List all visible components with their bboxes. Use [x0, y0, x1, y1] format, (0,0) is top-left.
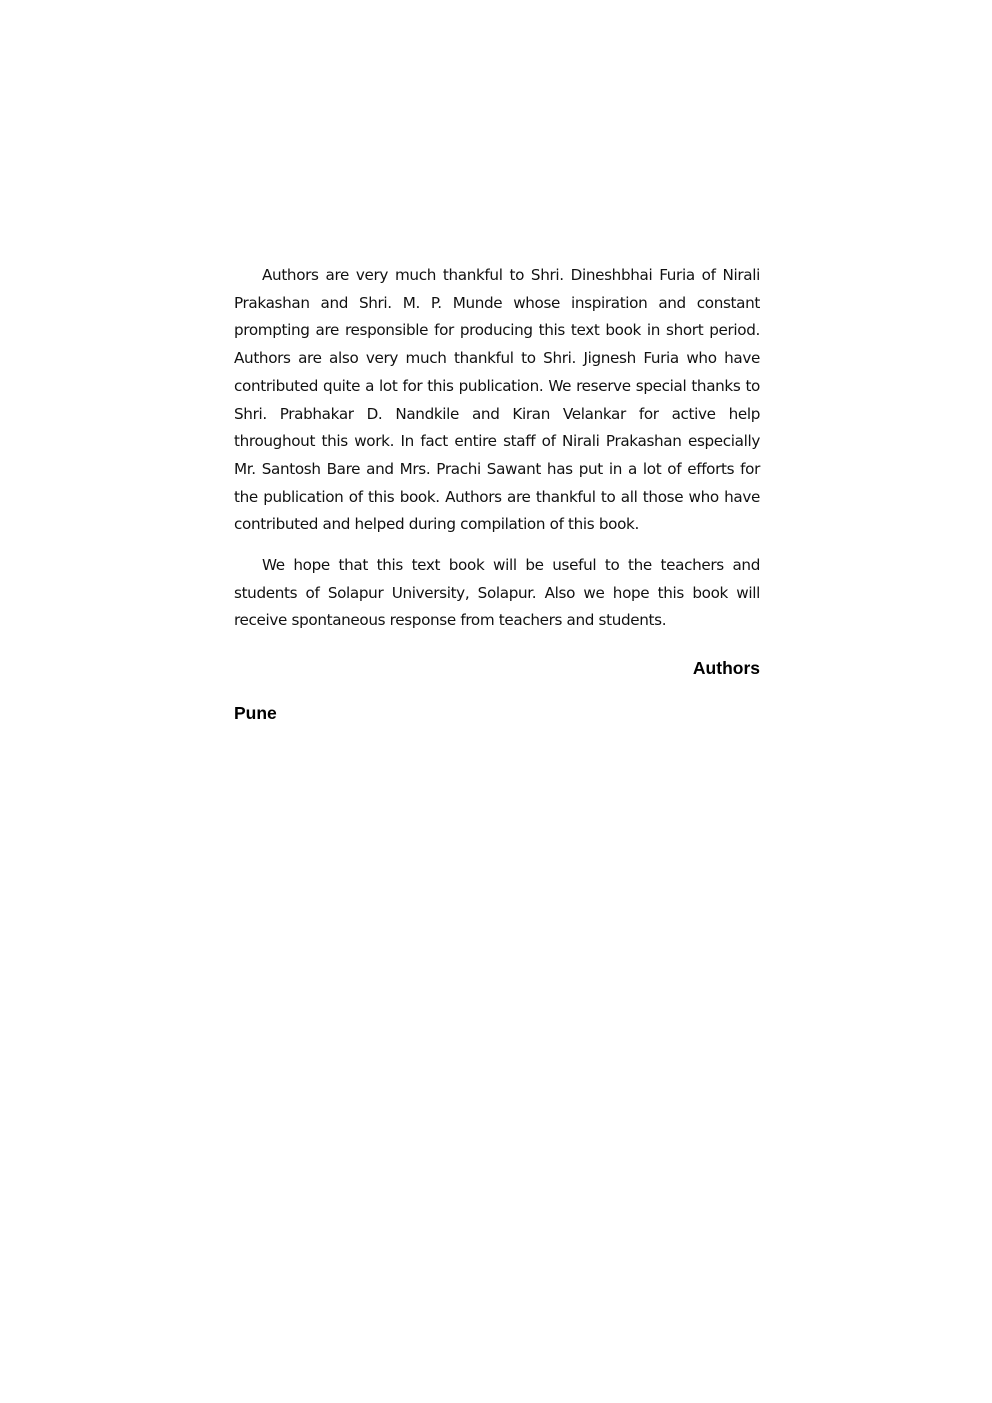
acknowledgement-text — [234, 262, 760, 635]
paragraph-hope: We hope that this text book will be useful to the teachers and students of Solapur University, Solapur. Also we hope this book will receive spontaneous response from teachers and students. — [234, 556, 760, 630]
place-name: Pune — [234, 703, 277, 723]
signature-authors: Authors — [692, 658, 760, 678]
paragraph-thanks: Authors are very much thankful to Shri. Dineshbhai Furia of Nirali Prakashan and Shri. M. P. Munde whose inspiration and constant prompting are responsible for producing this text book in short period. Authors are also very much thankful to Shri. Jignesh Furia who have contributed quite a lot for this publication. We reserve special thanks to Shri. Prabhakar D. Nandkile and Kiran Velankar for active help throughout this work. In fact entire staff of Nirali Prakashan especially Mr. Santosh Bare and Mrs. Prachi Sawant has put in a lot of efforts for the publication of this book. Authors are thankful to all those who have contributed and helped during compilation of this book. — [234, 266, 760, 534]
